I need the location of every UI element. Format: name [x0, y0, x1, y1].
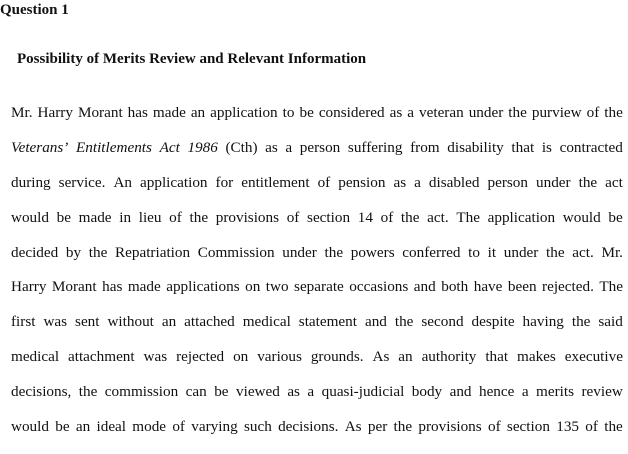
paragraph-line: [11, 409, 623, 444]
word: application: [487, 208, 556, 226]
word: As: [372, 347, 390, 365]
word: a: [521, 382, 529, 400]
word: service.: [58, 173, 106, 191]
paragraph-line: [11, 166, 623, 201]
word: such: [243, 417, 272, 435]
word: second: [421, 313, 464, 331]
word: contracted: [559, 139, 623, 157]
word: the: [78, 382, 98, 400]
word: been: [507, 278, 537, 296]
word: the: [394, 313, 414, 331]
word: body: [411, 382, 443, 400]
italic-word: Entitlements: [76, 139, 152, 157]
word: be: [56, 208, 71, 226]
word: of: [172, 417, 185, 435]
word: for: [215, 173, 234, 191]
word: Harry: [37, 104, 73, 122]
word: authority: [421, 347, 477, 365]
word: of: [487, 417, 501, 435]
word: 14: [357, 208, 373, 226]
word: rejected.: [542, 278, 594, 296]
paragraph-line: [11, 270, 623, 305]
word: of: [169, 208, 182, 226]
word: Mr.: [601, 243, 623, 261]
word: medical: [242, 313, 291, 331]
word: can: [185, 382, 207, 400]
body-paragraph: [11, 96, 623, 444]
word: that: [485, 347, 509, 365]
word: rejected: [176, 347, 225, 365]
word: the: [546, 243, 565, 261]
word: be: [55, 417, 70, 435]
word: on: [233, 347, 249, 365]
word: Harry: [11, 278, 47, 296]
word: grounds.: [310, 347, 364, 365]
word: attached: [184, 313, 235, 331]
word: the: [324, 243, 344, 261]
word: review: [581, 382, 623, 400]
word: having: [522, 313, 564, 331]
word: without: [107, 313, 154, 331]
word: a: [407, 104, 415, 122]
word: Repatriation: [115, 243, 191, 261]
word: an: [398, 347, 413, 365]
word: said: [598, 313, 623, 331]
word: by: [65, 243, 82, 261]
word: the: [88, 243, 108, 261]
word: sent: [75, 313, 100, 331]
paragraph-line: [11, 131, 623, 166]
word: act.: [427, 208, 449, 226]
word: Mr.: [11, 104, 33, 122]
word: was: [143, 347, 168, 365]
word: as: [389, 104, 403, 122]
word: made: [152, 104, 186, 122]
word: a: [285, 139, 293, 157]
word: a: [414, 173, 421, 191]
word: an: [75, 417, 91, 435]
word: an: [161, 313, 177, 331]
word: on: [245, 278, 261, 296]
word: veteran: [419, 104, 464, 122]
word: would: [11, 417, 49, 435]
word: the: [393, 417, 413, 435]
word: and: [364, 313, 387, 331]
word: medical: [11, 347, 60, 365]
word: varying: [191, 417, 238, 435]
word: and: [413, 278, 436, 296]
word: decisions,: [11, 382, 72, 400]
word: act.: [572, 243, 594, 261]
word: was: [43, 313, 68, 331]
word: provisions: [418, 417, 482, 435]
word: disabled: [428, 173, 480, 191]
word: viewed: [236, 382, 280, 400]
word: has: [102, 278, 123, 296]
question-title: Question 1: [0, 2, 69, 18]
word: the: [604, 417, 623, 435]
paragraph-line: [11, 96, 623, 131]
word: made: [127, 278, 161, 296]
word: section: [506, 417, 550, 435]
italic-word: 1986: [187, 139, 218, 157]
word: of: [380, 208, 394, 226]
word: the: [604, 104, 623, 122]
word: an: [190, 104, 206, 122]
word: has: [127, 104, 148, 122]
paragraph-line: [11, 340, 623, 375]
word: quasi-judicial: [321, 382, 405, 400]
word: Commission: [197, 243, 275, 261]
word: lieu: [138, 208, 162, 226]
word: hence: [478, 382, 515, 400]
word: is: [541, 139, 552, 157]
word: a: [307, 382, 315, 400]
word: section: [307, 208, 351, 226]
word: Morant: [51, 278, 97, 296]
word: 135: [556, 417, 579, 435]
word: suffering: [347, 139, 403, 157]
word: conferred: [402, 243, 461, 261]
section-heading: Possibility of Merits Review and Relevant Information: [17, 51, 367, 67]
word: have: [473, 278, 503, 296]
word: it: [487, 243, 497, 261]
word: provisions: [215, 208, 280, 226]
word: person: [299, 139, 341, 157]
word: of: [286, 208, 300, 226]
word: both: [441, 278, 469, 296]
word: purview: [531, 104, 582, 122]
word: be: [214, 382, 229, 400]
word: attachment: [68, 347, 135, 365]
italic-word: Act: [159, 139, 180, 157]
word: as: [287, 382, 300, 400]
word: application: [210, 104, 278, 122]
word: decisions.: [278, 417, 339, 435]
word: the: [189, 208, 209, 226]
word: of: [317, 173, 331, 191]
word: disability: [447, 139, 504, 157]
word: to: [282, 104, 295, 122]
word: be: [299, 104, 314, 122]
word: entitlement: [241, 173, 310, 191]
word: two: [265, 278, 289, 296]
word: to: [468, 243, 480, 261]
word: under: [468, 104, 504, 122]
word: the: [578, 173, 598, 191]
word: the: [571, 313, 591, 331]
word: during: [11, 173, 51, 191]
word: of: [586, 104, 600, 122]
word: The: [456, 208, 480, 226]
paragraph-line: [11, 235, 623, 270]
word: as: [393, 173, 407, 191]
word: the: [400, 208, 420, 226]
word: As: [344, 417, 362, 435]
word: person: [487, 173, 528, 191]
word: application: [140, 173, 208, 191]
word: despite: [471, 313, 515, 331]
word: mode: [132, 417, 167, 435]
word: per: [367, 417, 388, 435]
paragraph-line: [11, 374, 623, 409]
word: ideal: [96, 417, 127, 435]
word: of: [585, 417, 598, 435]
word: would: [562, 208, 601, 226]
word: pension: [338, 173, 386, 191]
word: be: [608, 208, 623, 226]
word: under: [282, 243, 317, 261]
paragraph-line: [11, 305, 623, 340]
word: Morant: [77, 104, 123, 122]
word: act: [605, 173, 623, 191]
word: that: [511, 139, 535, 157]
word: considered: [318, 104, 385, 122]
word: the: [508, 104, 527, 122]
word: first: [11, 313, 36, 331]
word: (Cth): [225, 139, 258, 157]
word: separate: [294, 278, 344, 296]
word: made: [78, 208, 112, 226]
word: as: [265, 139, 278, 157]
word: applications: [166, 278, 240, 296]
word: from: [410, 139, 440, 157]
word: various: [257, 347, 302, 365]
word: and: [449, 382, 472, 400]
word: An: [113, 173, 133, 191]
word: powers: [350, 243, 395, 261]
word: occasions: [349, 278, 409, 296]
word: under: [536, 173, 571, 191]
word: merits: [536, 382, 575, 400]
word: executive: [564, 347, 623, 365]
word: in: [119, 208, 132, 226]
word: commission: [104, 382, 179, 400]
word: under: [503, 243, 539, 261]
word: would: [11, 208, 49, 226]
italic-word: Veterans’: [11, 139, 69, 157]
word: The: [599, 278, 623, 296]
word: makes: [517, 347, 556, 365]
paragraph-line: [11, 200, 623, 235]
word: statement: [298, 313, 357, 331]
word: decided: [11, 243, 59, 261]
